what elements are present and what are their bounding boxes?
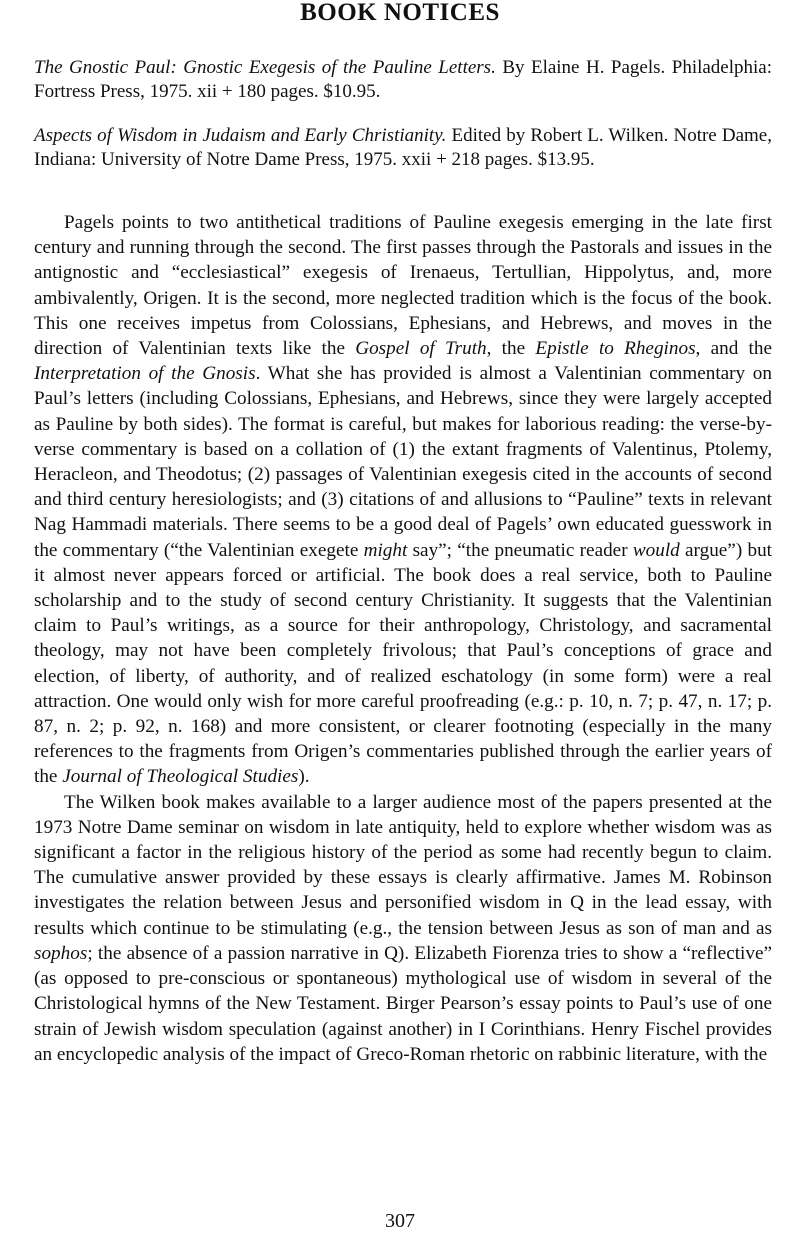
work-title: Epistle to Rheginos xyxy=(535,338,696,360)
book-entry-gnostic-paul xyxy=(34,56,772,104)
emphasis: sophos xyxy=(34,942,88,964)
book-title: Aspects of Wisdom in Judaism and Early Christianity. xyxy=(34,125,447,146)
page-number: 307 xyxy=(385,1210,415,1232)
text-run: ; the absence of a passion narrative in Q). Elizabeth Fiorenza tries to show a “reflective” (as opposed to pre-conscious or spontaneous) mythological use of wisdom in several of the Christological hymns of the New Testament. Birger Pearson’s essay points to Paul’s use of one strain of Jewish wisdom speculation (against another) in I Corinthians. Henry Fischel provides an encyclopedic analysis of the impact of Greco-Roman rhetoric on rabbinic literature, with the xyxy=(34,942,772,1065)
text-run: say”; “the pneumatic reader xyxy=(407,539,633,561)
text-run: . What she has provided is almost a Valentinian commentary on Paul’s letters (including Colossians, Ephesians, and Hebrews, since they were largely accepted as Pauline by both sides). The format is careful, but makes for laborious reading: the verse-by-verse commentary is based on a collation of (1) the extant fragments of Valentinus, Ptolemy, Heracleon, and Theodotus; (2) passages of Valentinian exegesis cited in the accounts of second and third century heresiologists; and (3) citations of and allusions to “Pauline” texts in relevant Nag Hammadi materials. There seems to be a good deal of Pagels’ own educated guesswork in the commentary (“the Valentinian exegete xyxy=(34,363,772,561)
text-run: ). xyxy=(298,766,310,788)
work-title: Gospel of Truth xyxy=(355,338,487,360)
review-body xyxy=(34,210,772,1067)
emphasis: might xyxy=(363,539,408,561)
work-title: Interpretation of the Gnosis xyxy=(34,363,256,385)
text-run: , the xyxy=(486,338,536,360)
review-paragraph-2 xyxy=(34,790,772,1067)
review-paragraph-1 xyxy=(34,210,772,790)
page-heading: BOOK NOTICES xyxy=(300,0,500,26)
text-run: Pagels points to two antithetical traditions of Pauline exegesis emerging in the late first century and running through the second. The first passes through the Pastorals and issues in the antignostic and “ecclesiastical” exegesis of Irenaeus, Tertullian, Hippolytus, and, more ambivalently, Origen. It is the second, more neglected tradition which is the focus of the book. This one receives impetus from Colossians, Ephesians, and Hebrews, and moves in the direction of Valentinian texts like the xyxy=(34,212,772,360)
book-details: Edited by Robert L. Wilken. Notre Dame, Indiana: University of Notre Dame Press, 1975. xxii + 218 pages. $13.95. xyxy=(34,125,772,170)
book-title: The Gnostic Paul: Gnostic Exegesis of the Pauline Letters. xyxy=(34,57,496,78)
journal-title: Journal of Theological Studies xyxy=(62,766,299,788)
text-run: , and the xyxy=(695,338,772,360)
emphasis: would xyxy=(632,539,680,561)
text-run: argue”) but it almost never appears forced or artificial. The book does a real service, both to Pauline scholarship and to the study of second century Christianity. It suggests that the Valentinian claim to Paul’s writings, as a source for their anthropology, Christology, and sacramental theology, may not have been completely frivolous; that Paul’s conceptions of grace and election, of liberty, of authority, and of realized eschatology (in some form) were a real attraction. One would only wish for more careful proofreading (e.g.: p. 10, n. 7; p. 47, n. 17; p. 87, n. 2; p. 92, n. 168) and more consistent, or clearer footnoting (especially in the many references to the fragments from Origen’s commentaries published through the earlier years of the xyxy=(34,539,772,788)
book-details: By Elaine H. Pagels. Philadelphia: Fortress Press, 1975. xii + 180 pages. $10.95. xyxy=(34,57,773,102)
text-run: The Wilken book makes available to a larger audience most of the papers presented at the 1973 Notre Dame seminar on wisdom in late antiquity, held to explore whether wisdom was as significant a factor in the religious history of the period as some had recently begun to claim. The cumulative answer provided by these essays is clearly affirmative. James M. Robinson investigates the relation between Jesus and personified wisdom in Q in the lead essay, with results which continue to be stimulating (e.g., the tension between Jesus as son of man and as xyxy=(34,791,772,939)
book-entry-aspects-of-wisdom xyxy=(34,124,772,172)
